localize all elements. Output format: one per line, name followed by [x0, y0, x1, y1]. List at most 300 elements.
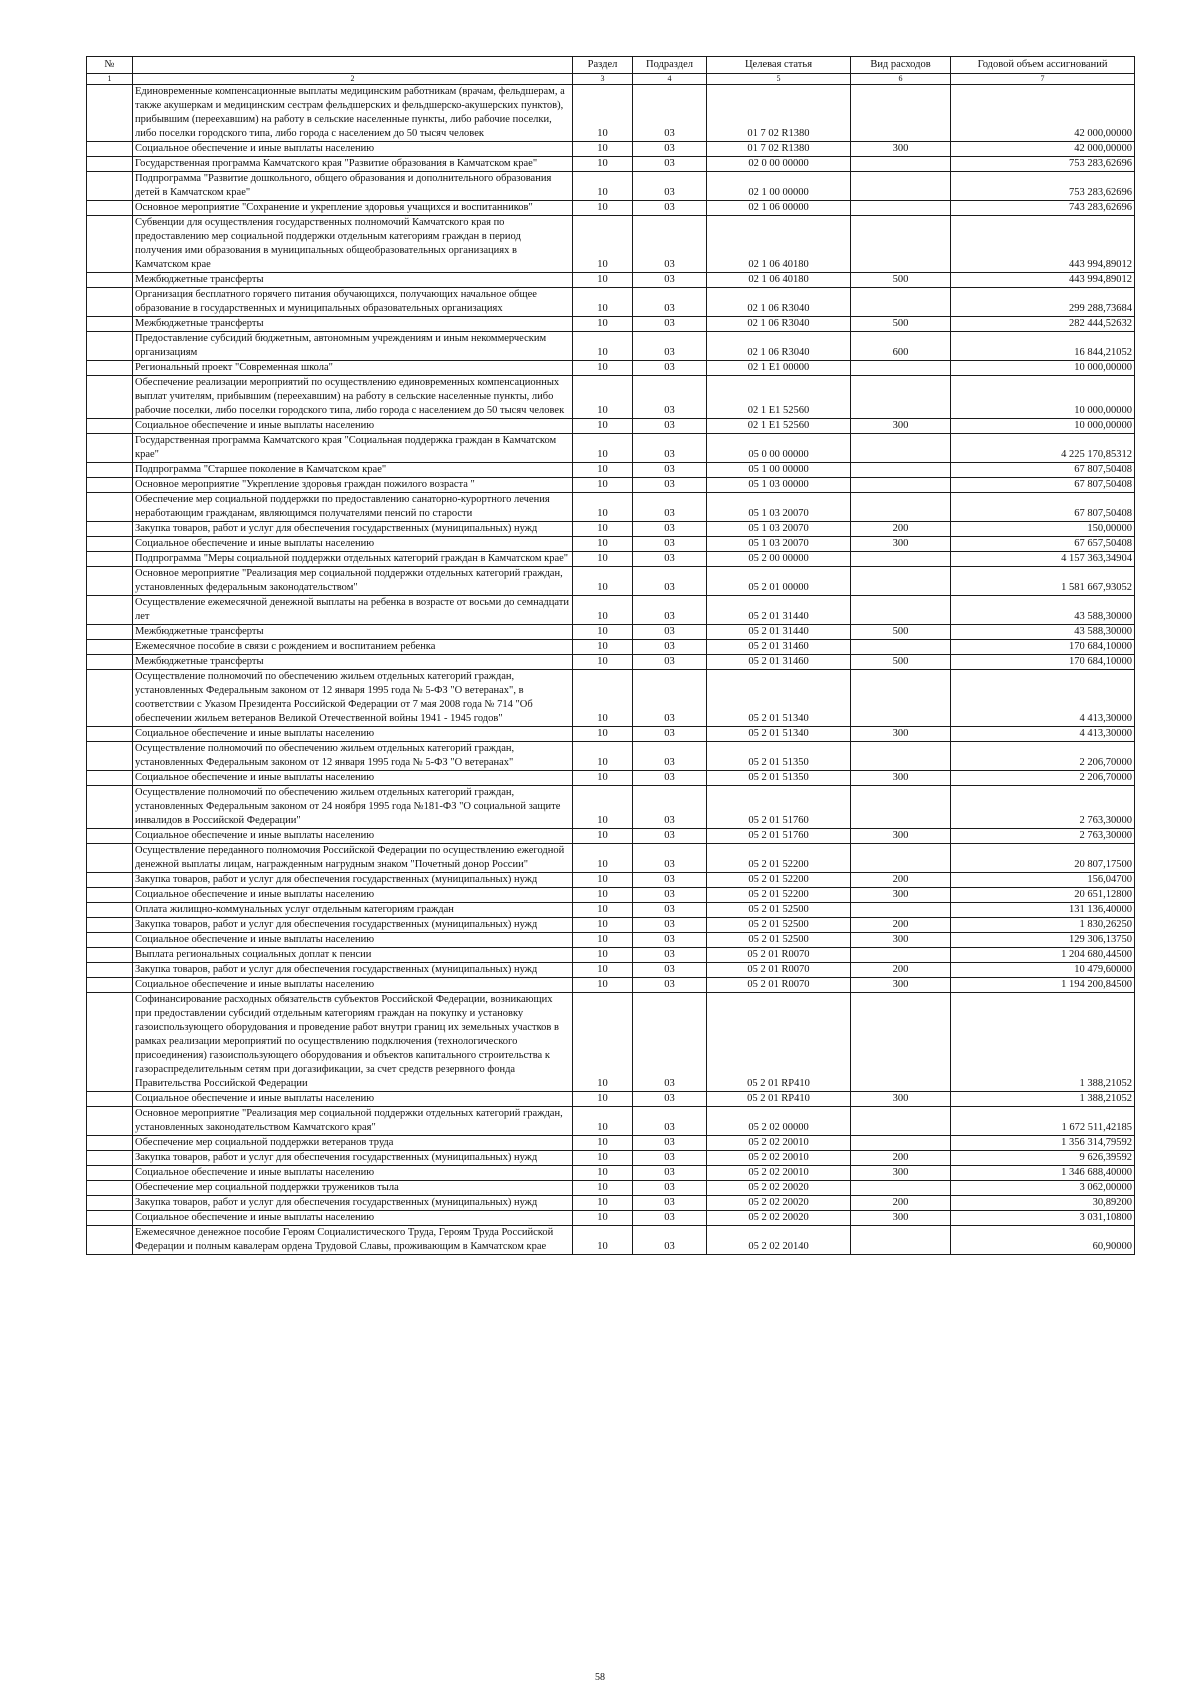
- row-razdel-cell: 10: [573, 478, 633, 493]
- row-target-article-cell: 05 2 02 20020: [707, 1196, 851, 1211]
- row-number-cell: [87, 142, 133, 157]
- row-number-cell: [87, 829, 133, 844]
- row-sum-cell: 753 283,62696: [951, 172, 1135, 201]
- row-name-cell: Основное мероприятие "Сохранение и укрепление здоровья учащихся и воспитанников": [133, 201, 573, 216]
- row-target-article-cell: 05 2 01 31440: [707, 596, 851, 625]
- row-name-cell: Закупка товаров, работ и услуг для обеспечения государственных (муниципальных) нужд: [133, 918, 573, 933]
- row-name-cell: Региональный проект "Современная школа": [133, 361, 573, 376]
- row-expense-type-cell: [851, 493, 951, 522]
- row-number-cell: [87, 273, 133, 288]
- row-target-article-cell: 05 2 01 52200: [707, 873, 851, 888]
- table-row: [87, 1092, 1135, 1107]
- row-number-cell: [87, 332, 133, 361]
- row-target-article-cell: 05 2 01 R0070: [707, 963, 851, 978]
- row-name-cell: Осуществление переданного полномочия Российской Федерации по осуществлению ежегодной денежной выплаты лицам, награжденным нагрудным знаком "Почетный донор России": [133, 844, 573, 873]
- row-number-cell: [87, 742, 133, 771]
- row-name-cell: Закупка товаров, работ и услуг для обеспечения государственных (муниципальных) нужд: [133, 873, 573, 888]
- row-target-article-cell: 05 2 02 20020: [707, 1211, 851, 1226]
- table-header-row: [87, 57, 1135, 74]
- row-target-article-cell: 05 2 02 20140: [707, 1226, 851, 1255]
- row-number-cell: [87, 434, 133, 463]
- row-expense-type-cell: 300: [851, 142, 951, 157]
- column-number-2: 2: [133, 74, 573, 85]
- row-podrazdel-cell: 03: [633, 1181, 707, 1196]
- row-name-cell: Закупка товаров, работ и услуг для обеспечения государственных (муниципальных) нужд: [133, 522, 573, 537]
- row-target-article-cell: 05 2 02 20010: [707, 1136, 851, 1151]
- table-row: [87, 963, 1135, 978]
- row-razdel-cell: 10: [573, 273, 633, 288]
- row-target-article-cell: 02 1 06 40180: [707, 273, 851, 288]
- row-expense-type-cell: [851, 434, 951, 463]
- row-target-article-cell: 05 1 00 00000: [707, 463, 851, 478]
- row-number-cell: [87, 670, 133, 727]
- row-podrazdel-cell: 03: [633, 1226, 707, 1255]
- row-razdel-cell: 10: [573, 157, 633, 172]
- table-row: [87, 1136, 1135, 1151]
- row-razdel-cell: 10: [573, 552, 633, 567]
- row-razdel-cell: 10: [573, 727, 633, 742]
- row-name-cell: Межбюджетные трансферты: [133, 317, 573, 332]
- row-expense-type-cell: [851, 552, 951, 567]
- row-number-cell: [87, 844, 133, 873]
- row-name-cell: Основное мероприятие "Реализация мер социальной поддержки отдельных категорий граждан, установленных федеральным законодательством": [133, 567, 573, 596]
- row-razdel-cell: 10: [573, 1226, 633, 1255]
- row-expense-type-cell: [851, 361, 951, 376]
- row-name-cell: Закупка товаров, работ и услуг для обеспечения государственных (муниципальных) нужд: [133, 963, 573, 978]
- row-target-article-cell: 05 2 01 51760: [707, 786, 851, 829]
- table-row: [87, 948, 1135, 963]
- row-razdel-cell: 10: [573, 419, 633, 434]
- row-name-cell: Социальное обеспечение и иные выплаты населению: [133, 771, 573, 786]
- row-target-article-cell: 02 1 06 00000: [707, 201, 851, 216]
- row-target-article-cell: 01 7 02 R1380: [707, 85, 851, 142]
- row-podrazdel-cell: 03: [633, 522, 707, 537]
- budget-table: [86, 56, 1135, 1255]
- row-expense-type-cell: [851, 463, 951, 478]
- row-name-cell: Основное мероприятие "Реализация мер социальной поддержки отдельных категорий граждан, установленных законодательством Камчатского края": [133, 1107, 573, 1136]
- row-expense-type-cell: [851, 1181, 951, 1196]
- row-sum-cell: 1 346 688,40000: [951, 1166, 1135, 1181]
- row-sum-cell: 1 356 314,79592: [951, 1136, 1135, 1151]
- row-podrazdel-cell: 03: [633, 963, 707, 978]
- table-row: [87, 596, 1135, 625]
- table-row: [87, 493, 1135, 522]
- row-number-cell: [87, 873, 133, 888]
- row-podrazdel-cell: 03: [633, 625, 707, 640]
- row-expense-type-cell: 500: [851, 625, 951, 640]
- header-target-article: Целевая статья: [707, 57, 851, 74]
- row-podrazdel-cell: 03: [633, 771, 707, 786]
- row-sum-cell: 16 844,21052: [951, 332, 1135, 361]
- row-razdel-cell: 10: [573, 288, 633, 317]
- row-sum-cell: 67 807,50408: [951, 463, 1135, 478]
- row-sum-cell: 170 684,10000: [951, 655, 1135, 670]
- row-sum-cell: 170 684,10000: [951, 640, 1135, 655]
- row-name-cell: Социальное обеспечение и иные выплаты населению: [133, 1166, 573, 1181]
- row-razdel-cell: 10: [573, 1166, 633, 1181]
- row-razdel-cell: 10: [573, 888, 633, 903]
- column-number-6: 6: [851, 74, 951, 85]
- row-name-cell: Осуществление полномочий по обеспечению жильем отдельных категорий граждан, установленных Федеральным законом от 12 января 1995 года № 5-ФЗ "О ветеранах": [133, 742, 573, 771]
- row-expense-type-cell: 200: [851, 1196, 951, 1211]
- row-sum-cell: 282 444,52632: [951, 317, 1135, 332]
- row-name-cell: Социальное обеспечение и иные выплаты населению: [133, 978, 573, 993]
- row-expense-type-cell: [851, 157, 951, 172]
- row-podrazdel-cell: 03: [633, 1092, 707, 1107]
- row-number-cell: [87, 361, 133, 376]
- row-name-cell: Субвенции для осуществления государственных полномочий Камчатского края по предоставлению мер социальной поддержки отдельным категориям граждан в период получения ими образования в муниципальных общеобразовательных организациях в Камчатском крае: [133, 216, 573, 273]
- row-expense-type-cell: [851, 216, 951, 273]
- row-sum-cell: 67 807,50408: [951, 493, 1135, 522]
- row-sum-cell: 299 288,73684: [951, 288, 1135, 317]
- row-target-article-cell: 05 2 01 31440: [707, 625, 851, 640]
- row-number-cell: [87, 288, 133, 317]
- row-expense-type-cell: [851, 993, 951, 1092]
- row-razdel-cell: 10: [573, 655, 633, 670]
- row-expense-type-cell: [851, 670, 951, 727]
- row-podrazdel-cell: 03: [633, 1107, 707, 1136]
- row-podrazdel-cell: 03: [633, 903, 707, 918]
- row-sum-cell: 1 581 667,93052: [951, 567, 1135, 596]
- row-razdel-cell: 10: [573, 625, 633, 640]
- row-expense-type-cell: [851, 1136, 951, 1151]
- row-target-article-cell: 05 2 02 20010: [707, 1151, 851, 1166]
- row-sum-cell: 30,89200: [951, 1196, 1135, 1211]
- row-name-cell: Закупка товаров, работ и услуг для обеспечения государственных (муниципальных) нужд: [133, 1151, 573, 1166]
- row-podrazdel-cell: 03: [633, 727, 707, 742]
- row-podrazdel-cell: 03: [633, 786, 707, 829]
- table-row: [87, 888, 1135, 903]
- table-row: [87, 1196, 1135, 1211]
- row-name-cell: Софинансирование расходных обязательств субъектов Российской Федерации, возникающих при предоставлении субсидий отдельным категориям граждан на покупку и установку газоиспользующего оборудования и проведение работ внутри границ их земельных участков в рамках реализации мероприятий по осуществлению подключения (технологического присоединения) газоиспользующего оборудования и объектов капитального строительства к газораспределительным сетям при догазификации, за счет средств резервного фонда Правительства Российской Федерации: [133, 993, 573, 1092]
- row-sum-cell: 20 651,12800: [951, 888, 1135, 903]
- table-row: [87, 273, 1135, 288]
- row-expense-type-cell: [851, 201, 951, 216]
- row-expense-type-cell: [851, 844, 951, 873]
- row-podrazdel-cell: 03: [633, 670, 707, 727]
- row-sum-cell: 43 588,30000: [951, 596, 1135, 625]
- row-sum-cell: 60,90000: [951, 1226, 1135, 1255]
- row-podrazdel-cell: 03: [633, 157, 707, 172]
- row-expense-type-cell: 300: [851, 419, 951, 434]
- table-row: [87, 332, 1135, 361]
- column-number-7: 7: [951, 74, 1135, 85]
- row-number-cell: [87, 1181, 133, 1196]
- row-name-cell: Обеспечение мер социальной поддержки ветеранов труда: [133, 1136, 573, 1151]
- row-target-article-cell: 02 0 00 00000: [707, 157, 851, 172]
- row-sum-cell: 2 206,70000: [951, 771, 1135, 786]
- table-row: [87, 361, 1135, 376]
- row-target-article-cell: 02 1 E1 52560: [707, 376, 851, 419]
- row-razdel-cell: 10: [573, 933, 633, 948]
- row-sum-cell: 67 807,50408: [951, 478, 1135, 493]
- row-number-cell: [87, 918, 133, 933]
- row-number-cell: [87, 1092, 133, 1107]
- row-podrazdel-cell: 03: [633, 873, 707, 888]
- row-name-cell: Социальное обеспечение и иные выплаты населению: [133, 888, 573, 903]
- table-row: [87, 978, 1135, 993]
- row-podrazdel-cell: 03: [633, 596, 707, 625]
- row-expense-type-cell: [851, 376, 951, 419]
- row-target-article-cell: 05 2 01 52500: [707, 933, 851, 948]
- row-razdel-cell: 10: [573, 1092, 633, 1107]
- row-expense-type-cell: 600: [851, 332, 951, 361]
- row-sum-cell: 1 672 511,42185: [951, 1107, 1135, 1136]
- row-podrazdel-cell: 03: [633, 948, 707, 963]
- row-target-article-cell: 02 1 06 R3040: [707, 332, 851, 361]
- row-expense-type-cell: [851, 172, 951, 201]
- row-number-cell: [87, 1226, 133, 1255]
- row-target-article-cell: 05 2 01 52200: [707, 888, 851, 903]
- row-number-cell: [87, 478, 133, 493]
- row-sum-cell: 10 000,00000: [951, 361, 1135, 376]
- row-sum-cell: 4 157 363,34904: [951, 552, 1135, 567]
- row-razdel-cell: 10: [573, 361, 633, 376]
- row-sum-cell: 1 194 200,84500: [951, 978, 1135, 993]
- row-number-cell: [87, 1166, 133, 1181]
- row-number-cell: [87, 903, 133, 918]
- row-sum-cell: 2 763,30000: [951, 829, 1135, 844]
- column-number-5: 5: [707, 74, 851, 85]
- row-target-article-cell: 02 1 E1 52560: [707, 419, 851, 434]
- table-row: [87, 434, 1135, 463]
- row-expense-type-cell: 200: [851, 918, 951, 933]
- row-podrazdel-cell: 03: [633, 273, 707, 288]
- row-number-cell: [87, 522, 133, 537]
- row-name-cell: Социальное обеспечение и иные выплаты населению: [133, 933, 573, 948]
- row-number-cell: [87, 655, 133, 670]
- row-target-article-cell: 05 2 01 R0070: [707, 978, 851, 993]
- header-podrazdel: Подраздел: [633, 57, 707, 74]
- row-name-cell: Обеспечение мер социальной поддержки тружеников тыла: [133, 1181, 573, 1196]
- row-target-article-cell: 05 2 02 20020: [707, 1181, 851, 1196]
- row-razdel-cell: 10: [573, 1196, 633, 1211]
- row-number-cell: [87, 216, 133, 273]
- row-podrazdel-cell: 03: [633, 85, 707, 142]
- row-podrazdel-cell: 03: [633, 419, 707, 434]
- row-number-cell: [87, 463, 133, 478]
- row-razdel-cell: 10: [573, 918, 633, 933]
- column-number-4: 4: [633, 74, 707, 85]
- row-target-article-cell: 05 1 03 20070: [707, 537, 851, 552]
- row-number-cell: [87, 640, 133, 655]
- row-razdel-cell: 10: [573, 948, 633, 963]
- row-sum-cell: 753 283,62696: [951, 157, 1135, 172]
- row-name-cell: Государственная программа Камчатского края "Развитие образования в Камчатском крае": [133, 157, 573, 172]
- row-target-article-cell: 02 1 06 R3040: [707, 288, 851, 317]
- row-expense-type-cell: [851, 85, 951, 142]
- row-name-cell: Ежемесячное денежное пособие Героям Социалистического Труда, Героям Труда Российской Федерации и полным кавалерам ордена Трудовой Славы, проживающим в Камчатском крае: [133, 1226, 573, 1255]
- row-sum-cell: 156,04700: [951, 873, 1135, 888]
- row-expense-type-cell: 300: [851, 1211, 951, 1226]
- row-podrazdel-cell: 03: [633, 1211, 707, 1226]
- row-name-cell: Социальное обеспечение и иные выплаты населению: [133, 419, 573, 434]
- row-name-cell: Социальное обеспечение и иные выплаты населению: [133, 829, 573, 844]
- row-number-cell: [87, 1211, 133, 1226]
- row-podrazdel-cell: 03: [633, 537, 707, 552]
- row-sum-cell: 1 830,26250: [951, 918, 1135, 933]
- row-podrazdel-cell: 03: [633, 1151, 707, 1166]
- row-number-cell: [87, 888, 133, 903]
- row-number-cell: [87, 786, 133, 829]
- table-row: [87, 1151, 1135, 1166]
- table-row: [87, 522, 1135, 537]
- row-podrazdel-cell: 03: [633, 1196, 707, 1211]
- row-sum-cell: 443 994,89012: [951, 216, 1135, 273]
- row-number-cell: [87, 727, 133, 742]
- row-number-cell: [87, 933, 133, 948]
- row-expense-type-cell: [851, 786, 951, 829]
- row-target-article-cell: 05 2 01 51760: [707, 829, 851, 844]
- table-row: [87, 1166, 1135, 1181]
- header-name: [133, 57, 573, 74]
- table-row: [87, 216, 1135, 273]
- row-sum-cell: 2 763,30000: [951, 786, 1135, 829]
- row-expense-type-cell: [851, 903, 951, 918]
- row-razdel-cell: 10: [573, 670, 633, 727]
- row-podrazdel-cell: 03: [633, 493, 707, 522]
- row-number-cell: [87, 1151, 133, 1166]
- row-razdel-cell: 10: [573, 522, 633, 537]
- row-name-cell: Ежемесячное пособие в связи с рождением и воспитанием ребенка: [133, 640, 573, 655]
- table-row: [87, 157, 1135, 172]
- row-sum-cell: 1 388,21052: [951, 1092, 1135, 1107]
- row-podrazdel-cell: 03: [633, 742, 707, 771]
- row-number-cell: [87, 201, 133, 216]
- row-name-cell: Осуществление ежемесячной денежной выплаты на ребенка в возрасте от восьми до семнадцати лет: [133, 596, 573, 625]
- row-podrazdel-cell: 03: [633, 463, 707, 478]
- row-number-cell: [87, 85, 133, 142]
- row-expense-type-cell: 300: [851, 1166, 951, 1181]
- table-row: [87, 771, 1135, 786]
- row-number-cell: [87, 978, 133, 993]
- table-row: [87, 1226, 1135, 1255]
- row-name-cell: Организация бесплатного горячего питания обучающихся, получающих начальное общее образование в государственных и муниципальных образовательных организациях: [133, 288, 573, 317]
- row-expense-type-cell: 300: [851, 537, 951, 552]
- row-podrazdel-cell: 03: [633, 918, 707, 933]
- row-podrazdel-cell: 03: [633, 317, 707, 332]
- row-razdel-cell: 10: [573, 463, 633, 478]
- row-name-cell: Оплата жилищно-коммунальных услуг отдельным категориям граждан: [133, 903, 573, 918]
- row-podrazdel-cell: 03: [633, 933, 707, 948]
- row-podrazdel-cell: 03: [633, 478, 707, 493]
- row-sum-cell: 131 136,40000: [951, 903, 1135, 918]
- table-row: [87, 1181, 1135, 1196]
- row-number-cell: [87, 963, 133, 978]
- table-row: [87, 873, 1135, 888]
- row-podrazdel-cell: 03: [633, 640, 707, 655]
- row-number-cell: [87, 771, 133, 786]
- page-number: 58: [595, 1672, 605, 1683]
- row-name-cell: Обеспечение мер социальной поддержки по предоставлению санаторно-курортного лечения неработающим гражданам, являющимся получателями пенсий по старости: [133, 493, 573, 522]
- row-razdel-cell: 10: [573, 1107, 633, 1136]
- row-target-article-cell: 01 7 02 R1380: [707, 142, 851, 157]
- row-sum-cell: 42 000,00000: [951, 142, 1135, 157]
- row-target-article-cell: 02 1 E1 00000: [707, 361, 851, 376]
- row-number-cell: [87, 376, 133, 419]
- table-row: [87, 786, 1135, 829]
- row-target-article-cell: 05 2 01 51340: [707, 727, 851, 742]
- row-podrazdel-cell: 03: [633, 142, 707, 157]
- row-podrazdel-cell: 03: [633, 216, 707, 273]
- row-podrazdel-cell: 03: [633, 1136, 707, 1151]
- row-expense-type-cell: [851, 640, 951, 655]
- row-expense-type-cell: 300: [851, 771, 951, 786]
- row-number-cell: [87, 948, 133, 963]
- row-expense-type-cell: 300: [851, 978, 951, 993]
- table-row: [87, 317, 1135, 332]
- row-sum-cell: 443 994,89012: [951, 273, 1135, 288]
- row-name-cell: Социальное обеспечение и иные выплаты населению: [133, 1092, 573, 1107]
- row-number-cell: [87, 1196, 133, 1211]
- row-number-cell: [87, 157, 133, 172]
- row-number-cell: [87, 993, 133, 1092]
- row-razdel-cell: 10: [573, 172, 633, 201]
- row-razdel-cell: 10: [573, 434, 633, 463]
- row-number-cell: [87, 625, 133, 640]
- row-target-article-cell: 05 2 01 51350: [707, 742, 851, 771]
- row-razdel-cell: 10: [573, 1136, 633, 1151]
- budget-table-page: [86, 56, 1134, 1255]
- header-annual-volume: Годовой объем ассигнований: [951, 57, 1135, 74]
- row-razdel-cell: 10: [573, 873, 633, 888]
- column-number-1: 1: [87, 74, 133, 85]
- row-target-article-cell: 05 2 01 31460: [707, 655, 851, 670]
- row-target-article-cell: 05 2 01 52500: [707, 903, 851, 918]
- row-sum-cell: 20 807,17500: [951, 844, 1135, 873]
- table-row: [87, 1211, 1135, 1226]
- column-number-3: 3: [573, 74, 633, 85]
- row-podrazdel-cell: 03: [633, 552, 707, 567]
- row-podrazdel-cell: 03: [633, 172, 707, 201]
- table-row: [87, 478, 1135, 493]
- table-row: [87, 918, 1135, 933]
- header-number: №: [87, 57, 133, 74]
- row-name-cell: Межбюджетные трансферты: [133, 625, 573, 640]
- table-row: [87, 670, 1135, 727]
- table-row: [87, 567, 1135, 596]
- row-sum-cell: 10 000,00000: [951, 419, 1135, 434]
- row-target-article-cell: 05 2 01 31460: [707, 640, 851, 655]
- row-name-cell: Межбюджетные трансферты: [133, 655, 573, 670]
- row-razdel-cell: 10: [573, 1211, 633, 1226]
- row-target-article-cell: 05 1 03 20070: [707, 522, 851, 537]
- table-row: [87, 993, 1135, 1092]
- row-number-cell: [87, 419, 133, 434]
- row-podrazdel-cell: 03: [633, 844, 707, 873]
- row-number-cell: [87, 317, 133, 332]
- row-podrazdel-cell: 03: [633, 201, 707, 216]
- row-sum-cell: 1 388,21052: [951, 993, 1135, 1092]
- row-name-cell: Государственная программа Камчатского края "Социальная поддержка граждан в Камчатском крае": [133, 434, 573, 463]
- row-razdel-cell: 10: [573, 1151, 633, 1166]
- row-razdel-cell: 10: [573, 493, 633, 522]
- row-name-cell: Межбюджетные трансферты: [133, 273, 573, 288]
- table-row: [87, 85, 1135, 142]
- row-number-cell: [87, 172, 133, 201]
- row-razdel-cell: 10: [573, 1181, 633, 1196]
- table-row: [87, 640, 1135, 655]
- row-number-cell: [87, 537, 133, 552]
- row-target-article-cell: 05 1 03 20070: [707, 493, 851, 522]
- row-name-cell: Социальное обеспечение и иные выплаты населению: [133, 1211, 573, 1226]
- row-target-article-cell: 05 2 00 00000: [707, 552, 851, 567]
- row-name-cell: Единовременные компенсационные выплаты медицинским работникам (врачам, фельдшерам, а также акушеркам и медицинским сестрам фельдшерских и фельдшерско-акушерских пунктов), прибывшим (переехавшим) на работу в сельские населенные пункты, либо рабочие поселки, либо поселки городского типа, либо города с населением до 50 тысяч человек: [133, 85, 573, 142]
- row-sum-cell: 67 657,50408: [951, 537, 1135, 552]
- row-sum-cell: 129 306,13750: [951, 933, 1135, 948]
- table-row: [87, 288, 1135, 317]
- row-razdel-cell: 10: [573, 142, 633, 157]
